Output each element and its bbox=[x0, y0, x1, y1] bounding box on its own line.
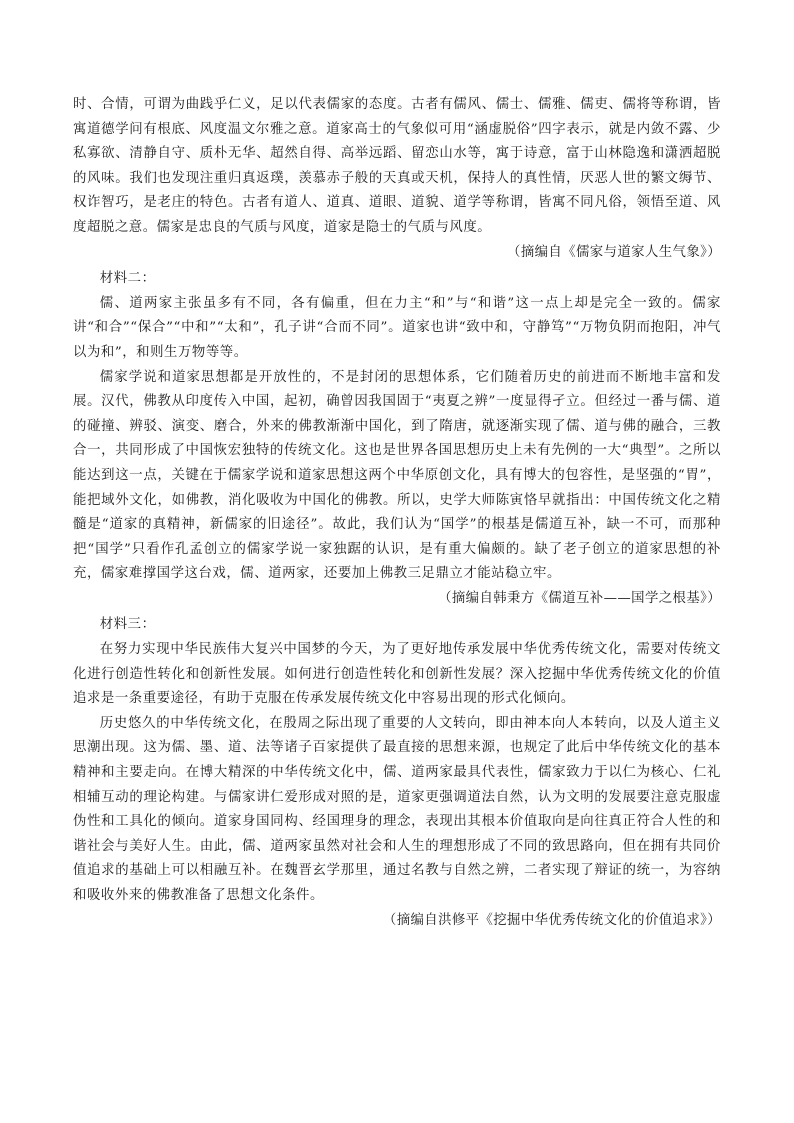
material3-paragraph-1: 在努力实现中华民族伟大复兴中国梦的今天，为了更好地传承发展中华优秀传统文化，需要对传统文化进行创造性转化和创新性发展。如何进行创造性转化和创新性发展？深入挖掘中华优秀传统文化的价值追求是一条重要途径，有助于克服在传承发展传统文化中容易出现的形式化倾向。 bbox=[73, 642, 721, 707]
material1-source: （摘编自《儒家与道家人生气象》） bbox=[507, 244, 721, 260]
material3-source: （摘编自洪修平《挖掘中华优秀传统文化的价值追求》） bbox=[382, 912, 721, 928]
document-page bbox=[73, 93, 721, 933]
material2-paragraph-2: 儒家学说和道家思想都是开放性的，不是封闭的思想体系，它们随着历史的前进而不断地丰富和发展。汉代，佛教从印度传入中国，起初，确曾因我国固于“夷夏之辨”一度显得孑立。但经过一番与儒、道的碰撞、辨驳、演变、磨合，外来的佛教渐渐中国化，到了隋唐，就逐渐实现了儒、道与佛的融合，三教合一，共同形成了中国恢宏独特的传统文化。这也是世界各国思想历史上未有先例的一大“典型”。之所以能达到这一点，关键在于儒家学说和道家思想这两个中华原创文化，具有博大的包容性，是坚强的“胃”，能把域外文化，如佛教，消化吸收为中国化的佛教。所以，史学大师陈寅恪早就指出：中国传统文化之精髓是“道家的真精神，新儒家的旧途径”。故此，我们认为“国学”的根基是儒道互补，缺一不可，而那种把“国学”只看作孔孟创立的儒家学说一家独踞的认识，是有重大偏颇的。缺了老子创立的道家思想的补充，儒家难撑国学这台戏，儒、道两家，还要加上佛教三足鼎立才能站稳立牢。 bbox=[73, 369, 721, 582]
material2-paragraph-1: 儒、道两家主张虽多有不同，各有偏重，但在力主“和”与“和谐”这一点上却是完全一致的。儒家讲“和合”“保合”“中和”“太和”，孔子讲“合而不同”。道家也讲“致中和，守静笃”“万物负阴而抱阳，冲气以为和”，和则生万物等等。 bbox=[73, 295, 721, 360]
material1-paragraph-continued: 时、合情，可谓为曲践乎仁义，足以代表儒家的态度。古者有儒风、儒士、儒雅、儒吏、儒将等称谓，皆寓道德学问有根底、风度温文尔雅之意。道家高士的气象似可用“涵虚脱俗”四字表示，就是内敛不露、少私寡欲、清静自守、质朴无华、超然自得、高举远蹈、留恋山水等，寓于诗意，富于山林隐逸和潇洒超脱的风味。我们也发现注重归真返璞，羡慕赤子般的天真或天机，保持人的真性情，厌恶人世的繁文缛节、权诈智巧，是老庄的特色。古者有道人、道真、道眼、道貌、道学等称谓，皆寓不同凡俗，领悟至道、风度超脱之意。儒家是忠良的气质与风度，道家是隐士的气质与风度。 bbox=[73, 97, 721, 235]
material2-heading: 材料二： bbox=[99, 271, 156, 287]
material3-heading: 材料三： bbox=[99, 617, 156, 633]
material3-paragraph-2: 历史悠久的中华传统文化，在殷周之际出现了重要的人文转向，即由神本向人本转向，以及人道主义思潮出现。这为儒、墨、道、法等诸子百家提供了最直接的思想来源，也规定了此后中华传统文化的基本精神和主要走向。在博大精深的中华传统文化中，儒、道两家最具代表性，儒家致力于以仁为核心、仁礼相辅互动的理论构建。与儒家讲仁爱形成对照的是，道家更强调道法自然，认为文明的发展要注意克服虚伪性和工具化的倾向。道家身国同构、经国理身的理念，表现出其根本价值取向是向往真正符合人性的和谐社会与美好人生。由此，儒、道两家虽然对社会和人生的理想形成了不同的致思路向，但在拥有共同价值追求的基础上可以相融互补。在魏晋玄学那里，通过名教与自然之辨，二者实现了辩证的统一，为容纳和吸收外来的佛教准备了思想文化条件。 bbox=[73, 715, 721, 903]
material2-source: （摘编自韩秉方《儒道互补——国学之根基》） bbox=[438, 590, 721, 606]
